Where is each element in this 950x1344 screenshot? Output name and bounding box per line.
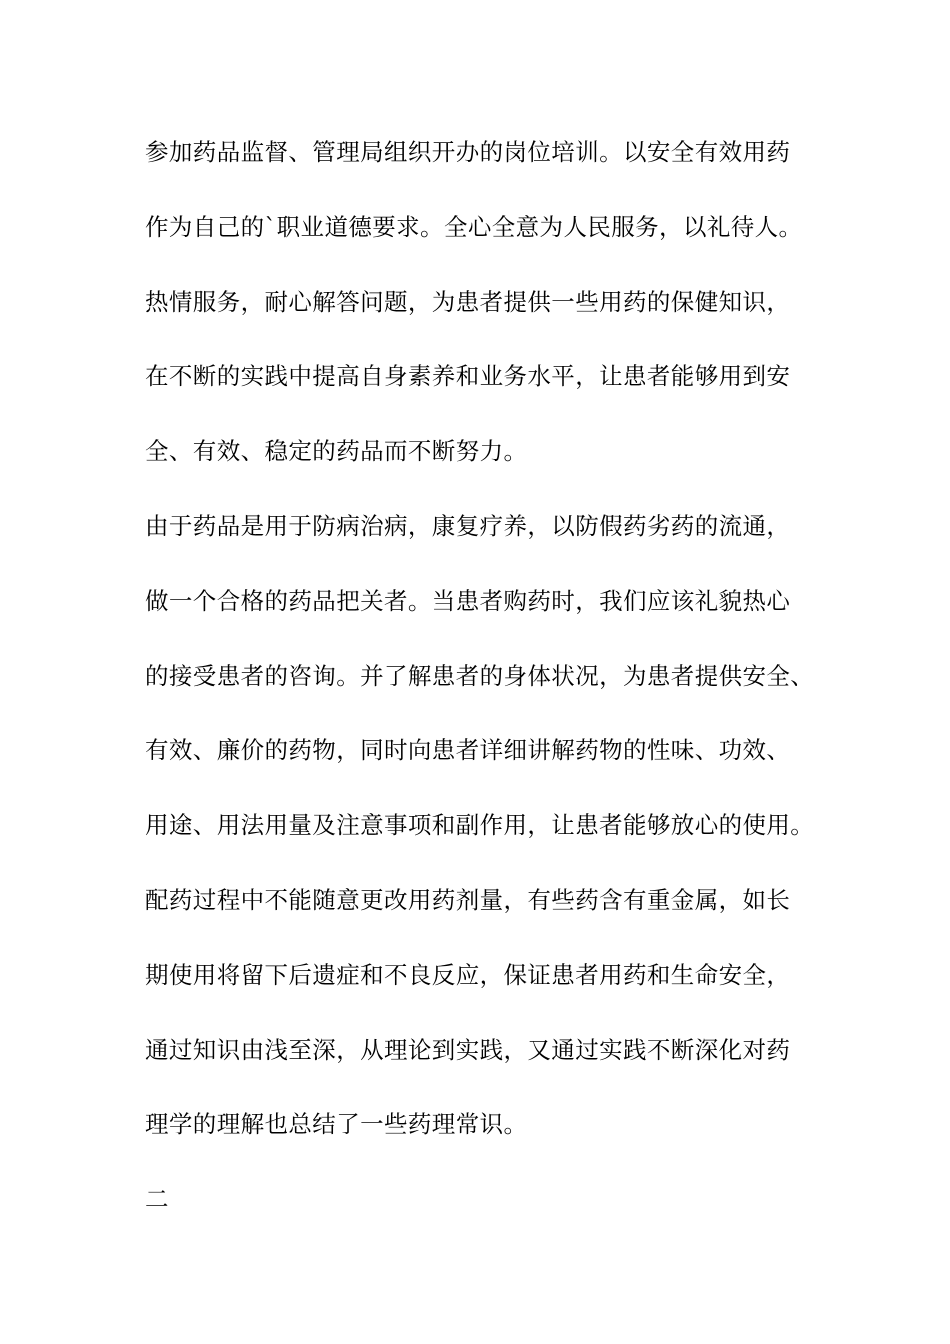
text-line: 有效、廉价的药物，同时向患者详细讲解药物的性味、功效、 <box>145 736 791 765</box>
text-line: 通过知识由浅至深，从理论到实践，又通过实践不断深化对药 <box>145 1035 791 1064</box>
text-line: 参加药品监督、管理局组织开办的岗位培训。以安全有效用药 <box>145 138 791 166</box>
section-number: 二 <box>145 1185 169 1214</box>
body-text <box>145 132 835 1254</box>
text-line: 由于药品是用于防病治病，康复疗养，以防假药劣药的流通， <box>145 511 791 540</box>
text-line: 期使用将留下后遗症和不良反应，保证患者用药和生命安全， <box>145 960 791 989</box>
text-line: 做一个合格的药品把关者。当患者购药时，我们应该礼貌热心 <box>145 586 791 615</box>
text-line: 热情服务，耐心解答问题，为患者提供一些用药的保健知识， <box>145 287 791 316</box>
text-line: 配药过程中不能随意更改用药剂量，有些药含有重金属，如长 <box>145 885 791 914</box>
text-line: 的接受患者的咨询。并了解患者的身体状况，为患者提供安全、 <box>145 661 815 690</box>
text-line: 在不断的实践中提高自身素养和业务水平，让患者能够用到安 <box>145 362 791 391</box>
text-line: 全、有效、稳定的药品而不断努力。 <box>145 437 528 466</box>
text-line: 理学的理解也总结了一些药理常识。 <box>145 1110 528 1139</box>
text-line: 用途、用法用量及注意事项和副作用，让患者能够放心的使用。 <box>145 811 815 840</box>
text-line: 作为自己的`职业道德要求。全心全意为人民服务，以礼待人。 <box>145 212 803 241</box>
